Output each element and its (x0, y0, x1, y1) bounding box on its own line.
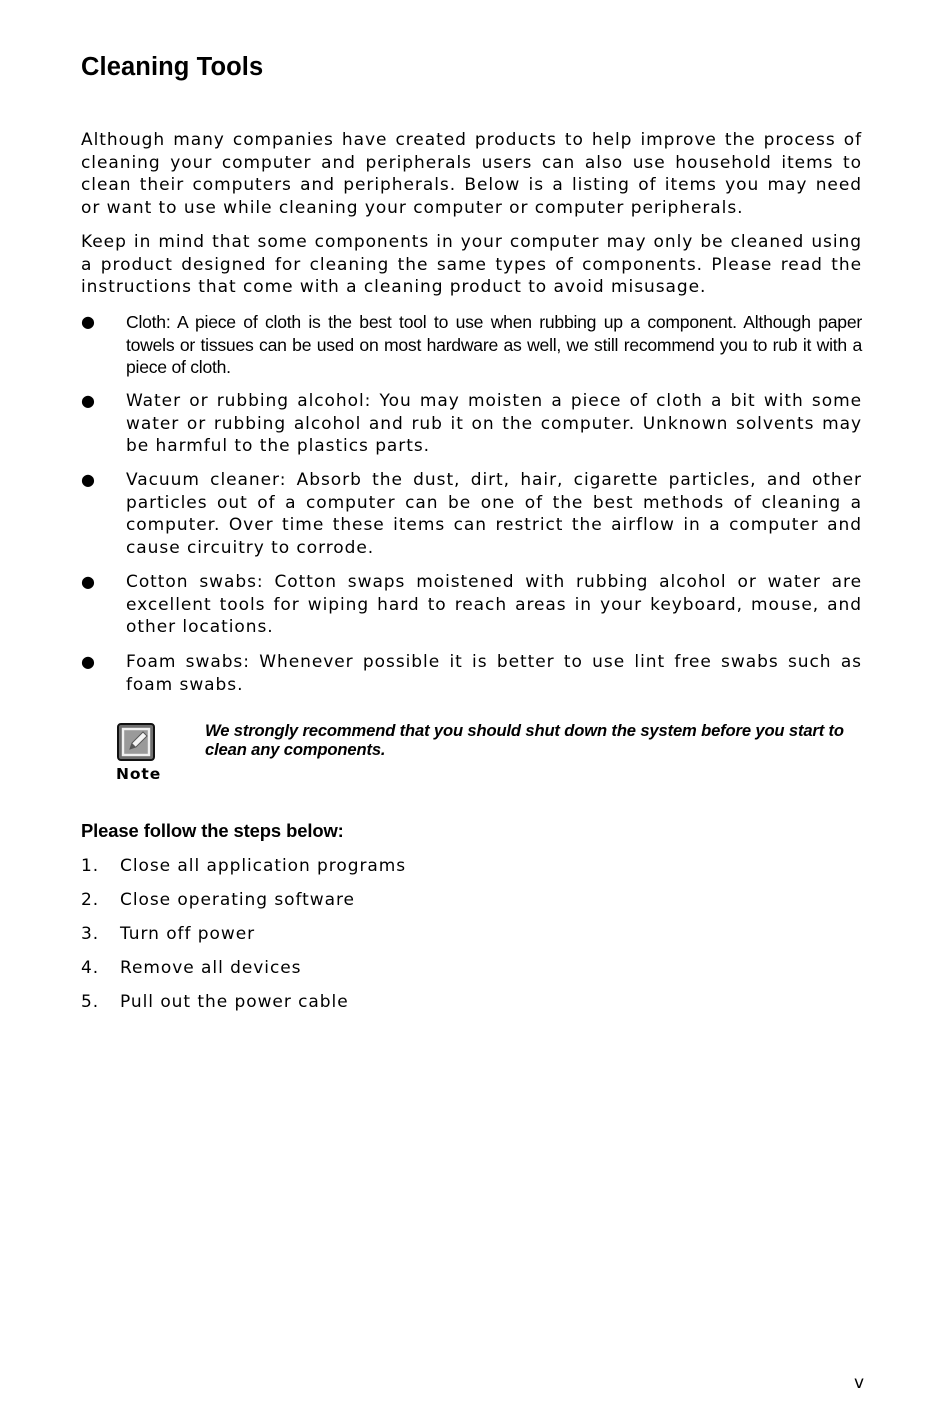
step-text: Remove all devices (120, 958, 302, 978)
note-pencil-icon (117, 723, 155, 761)
step-text: Turn off power (120, 924, 256, 944)
step-item (81, 990, 681, 1014)
list-item-text: Vacuum cleaner: Absorb the dust, dirt, hair, cigarette particles, and other particles out of a computer can be one of the best methods of cleaning a computer. Over time these items can restrict the airflow in a computer and cause circuitry to corrode. (126, 470, 862, 559)
note-label: Note (116, 765, 162, 783)
step-number: 2. (81, 890, 100, 910)
step-item (81, 956, 681, 980)
step-item (81, 922, 681, 946)
note-text: We strongly recommend that you should shut down the system before you start to clean any components. (205, 721, 844, 759)
step-text: Pull out the power cable (120, 992, 349, 1012)
bullet-icon: ● (81, 652, 95, 671)
step-text: Close all application programs (120, 856, 407, 876)
step-number: 3. (81, 924, 100, 944)
list-item-text: Water or rubbing alcohol: You may moisten a piece of cloth a bit with some water or rubbing alcohol and rub it on the computer. Unknown solvents may be harmful to the plastics parts. (126, 391, 862, 457)
step-number: 1. (81, 856, 100, 876)
intro-paragraph: Keep in mind that some components in your computer may only be cleaned using a product designed for cleaning the same types of components. Please read the instructions that come with a cleaning product to avoid misusage. (81, 232, 862, 298)
bullet-icon: ● (81, 470, 95, 489)
note-callout (81, 720, 881, 790)
list-item-text: Foam swabs: Whenever possible it is better to use lint free swabs such as foam swabs. (126, 652, 862, 695)
page-title: Cleaning Tools (81, 53, 264, 81)
step-number: 4. (81, 958, 100, 978)
intro-paragraph: Although many companies have created products to help improve the process of cleaning your computer and peripherals users can also use household items to clean their computers and peripherals. Below is a listing of items you may need or want to use while cleaning your computer or computer peripherals. (81, 130, 862, 219)
step-item (81, 854, 681, 878)
step-item (81, 888, 681, 912)
bullet-icon: ● (81, 572, 95, 591)
step-number: 5. (81, 992, 100, 1012)
steps-heading: Please follow the steps below: (81, 820, 344, 841)
page-number: v (854, 1373, 865, 1393)
bullet-icon: ● (81, 391, 95, 410)
list-item-text: Cotton swabs: Cotton swaps moistened with rubbing alcohol or water are excellent tools for wiping hard to reach areas in your keyboard, mouse, and other locations. (126, 572, 862, 638)
list-item-text: Cloth: A piece of cloth is the best tool to use when rubbing up a component. Although paper towels or tissues can be used on most hardware as well, we still recommend you to rub it with a piece of cloth. (126, 312, 862, 378)
bullet-icon: ● (81, 312, 95, 331)
step-text: Close operating software (120, 890, 355, 910)
